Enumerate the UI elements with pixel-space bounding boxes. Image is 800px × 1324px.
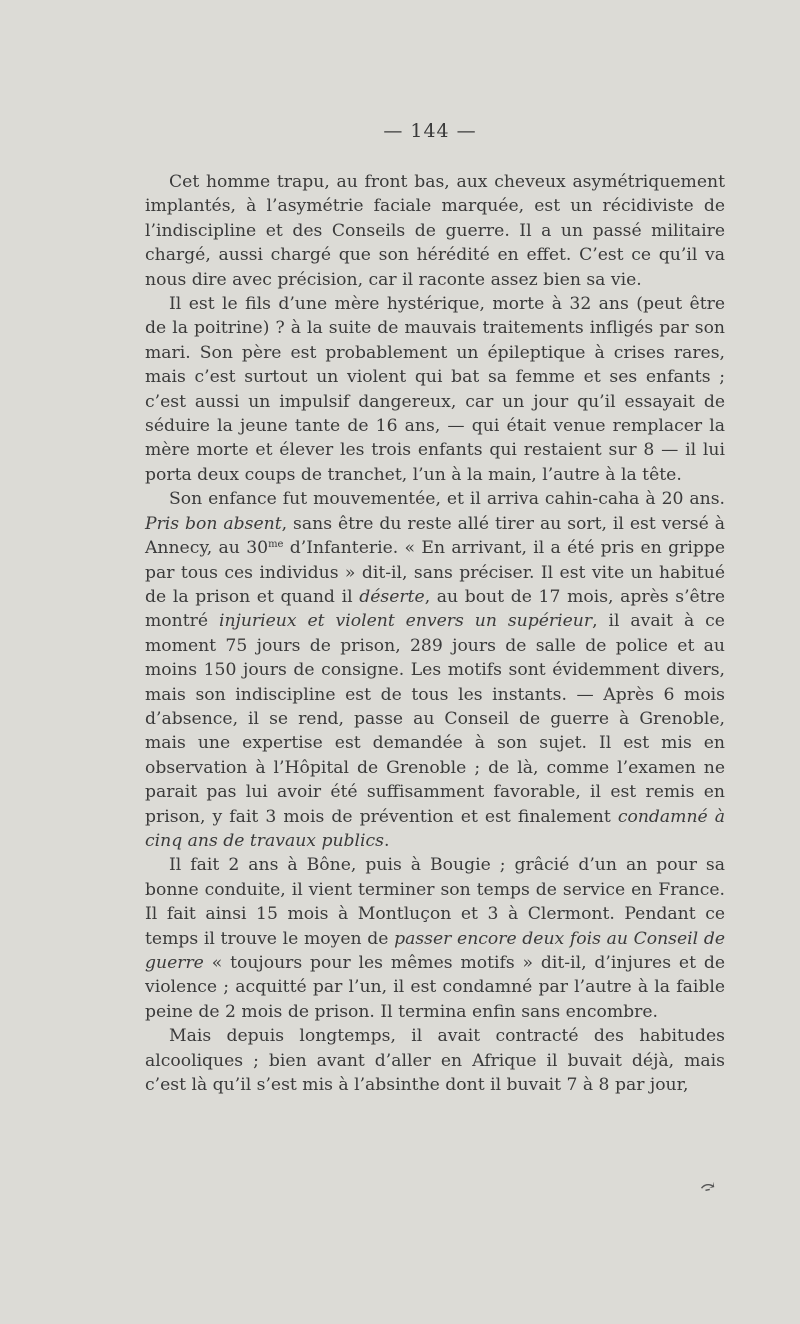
body-text	[145, 170, 725, 1097]
text-run: d’Infanterie. « En arrivant, il a été pris en grippe par tous ces individus » dit-il, sans préciser. Il est vite un habitué de la prison et quand il	[145, 538, 725, 607]
text-run: , au bout de 17 mois, après s’être montré	[145, 586, 725, 632]
text-run: Son enfance fut mouvementée, et il arriva cahin-caha à 20 ans.	[169, 489, 725, 510]
italic-text: condamné à cinq ans de travaux publics	[145, 806, 725, 851]
paragraph	[145, 1024, 725, 1097]
text-run: , il avait à ce moment 75 jours de prison, 289 jours de salle de police et au moins 150 jours de consigne. Les motifs sont évidemment divers, mais son indiscipline est de tous les instants. — Après 6 mois d’absence, il se rend, passe au Conseil de guerre à Grenoble, mais une expertise est demandée à son sujet. Il est mis en observation à l’Hôpital de Grenoble ; de là, comme l’examen ne parait pas lui avoir été suffisamment favorable, il est remis en prison, y fait 3 mois de prévention et est finalement	[145, 611, 725, 827]
paragraph	[145, 487, 725, 853]
text-run: Il fait 2 ans à Bône, puis à Bougie ; grâcié d’un an pour sa bonne conduite, il vient terminer son temps de service en France. Il fait ainsi 15 mois à Montluçon et 3 à Clermont. Pendant ce temps il trouve le moyen de	[145, 855, 725, 949]
text-run: , sans être du reste allé tirer au sort, il est versé à Annecy, au 30	[145, 513, 725, 559]
italic-text: injurieux et violent envers un supérieur	[218, 611, 593, 632]
italic-text: Pris bon absent	[145, 513, 282, 534]
paragraph	[145, 292, 725, 487]
paragraph	[145, 170, 725, 292]
italic-text: déserte	[359, 586, 425, 607]
superscript-text: me	[268, 539, 284, 551]
catchword-mark: ⤼	[697, 1174, 718, 1199]
page-number: — 144 —	[383, 120, 477, 142]
text-run: « toujours pour les mêmes motifs » dit-il, d’injures et de violence ; acquitté par l’un, il est condamné par l’autre à la faible peine de 2 mois de prison. Il termina enfin sans encombre.	[145, 953, 725, 1022]
text-run: .	[383, 830, 390, 851]
text-run: Mais depuis longtemps, il avait contracté des habitudes alcooliques ; bien avant d’aller en Afrique il buvait déjà, mais c’est là qu’il s’est mis à l’absinthe dont il buvait 7 à 8 par jour,	[145, 1026, 725, 1096]
text-run: Cet homme trapu, au front bas, aux cheveux asymétriquement implantés, à l’asymétrie faciale marquée, est un récidiviste de l’indiscipline et des Conseils de guerre. Il a un passé militaire chargé, aussi chargé que son hérédité en effet. C’est ce qu’il va nous dire avec précision, car il raconte assez bien sa vie.	[145, 172, 725, 290]
italic-text: passer encore deux fois au Conseil de guerre	[145, 928, 725, 973]
text-run: Il est le fils d’une mère hystérique, morte à 32 ans (peut être de la poitrine) ? à la suite de mauvais traitements infligés par son mari. Son père est probablement un épileptique à crises rares, mais c’est surtout un violent qui bat sa femme et ses enfants ; c’est aussi un impulsif dangereux, car un jour qu’il essayait de séduire la jeune tante de 16 ans, — qui était venue remplacer la mère morte et élever les trois enfants qui restaient sur 8 — il lui porta deux coups de tranchet, l’un à la main, l’autre à la tête.	[145, 294, 725, 485]
paragraph	[145, 853, 725, 1024]
